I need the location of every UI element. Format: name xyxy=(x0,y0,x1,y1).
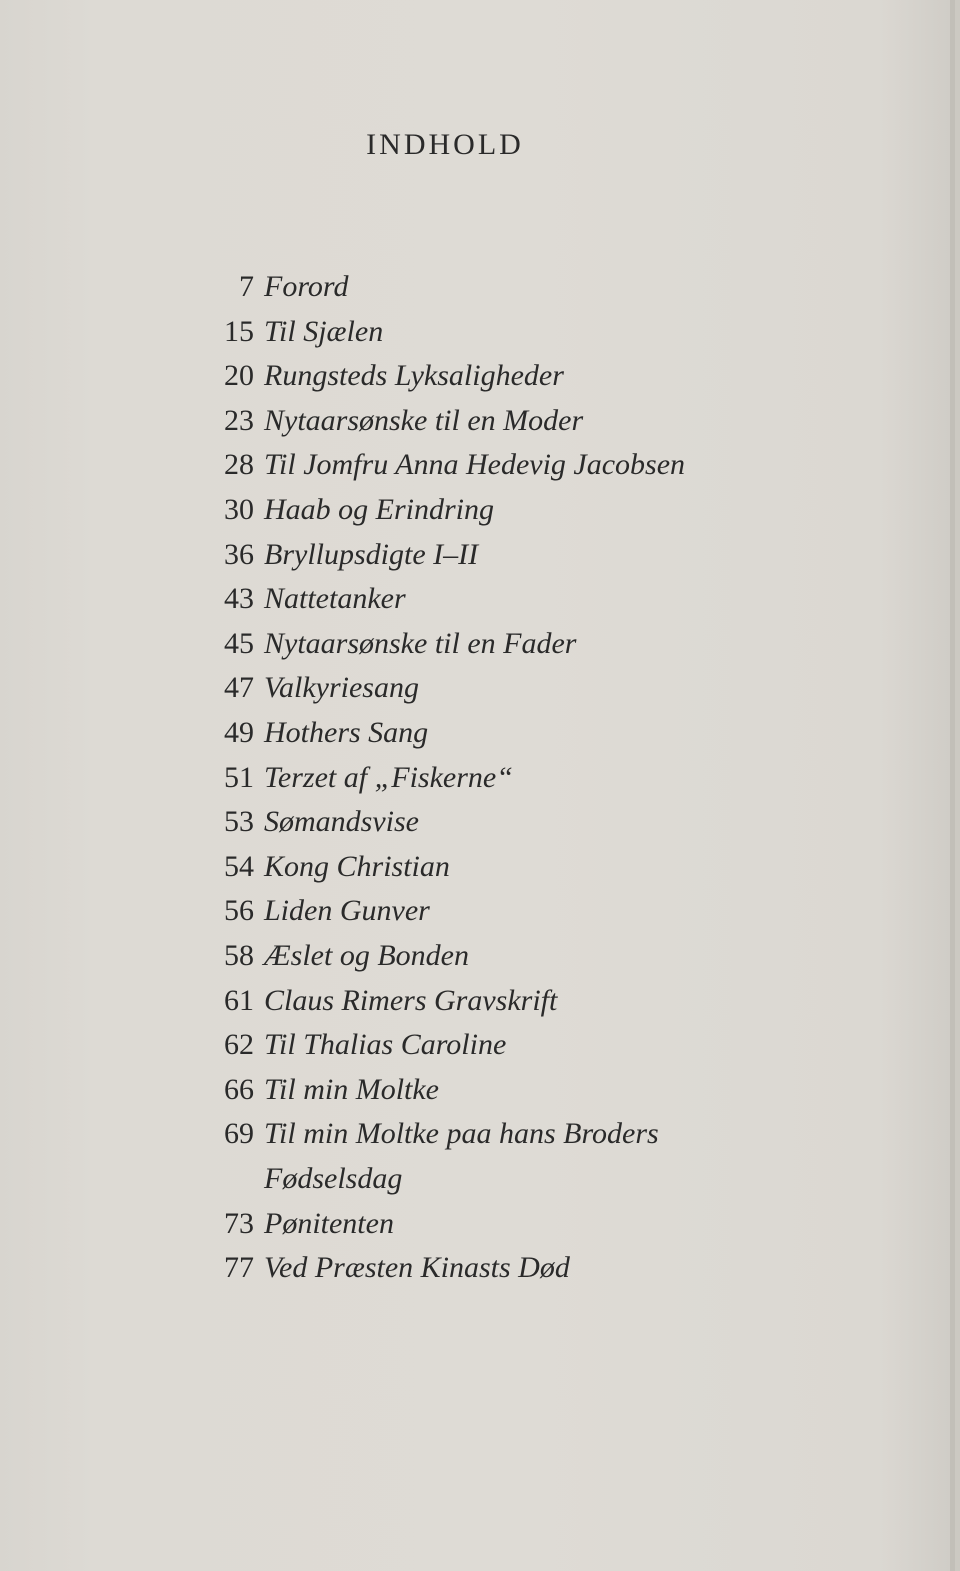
toc-title: Rungsteds Lyksaligheder xyxy=(264,359,564,393)
toc-title: Til Sjælen xyxy=(264,314,384,348)
toc-page-number: 20 xyxy=(224,359,254,393)
toc-title: Kong Christian xyxy=(264,849,450,883)
toc-title: Haab og Erindring xyxy=(264,492,495,526)
toc-title: Hothers Sang xyxy=(264,715,429,749)
toc-entry xyxy=(180,716,820,761)
toc-entry xyxy=(180,359,820,404)
toc-page-number: 49 xyxy=(224,715,254,749)
toc-title: Til Thalias Caroline xyxy=(264,1028,507,1062)
toc-entry xyxy=(180,984,820,1029)
toc-title: Liden Gunver xyxy=(264,894,430,928)
toc-page-number: 69 xyxy=(224,1117,254,1151)
toc-page-number: 15 xyxy=(224,314,254,348)
toc-page-number: 43 xyxy=(224,582,254,616)
toc-title: Nytaarsønske til en Moder xyxy=(264,403,584,437)
page-edge xyxy=(950,0,955,1571)
toc-title: Til Jomfru Anna Hedevig Jacobsen xyxy=(264,448,686,482)
toc-title: Nattetanker xyxy=(264,582,406,616)
toc-page-number: 66 xyxy=(224,1072,254,1106)
toc-page-number: 7 xyxy=(239,270,254,303)
toc-page-number: 77 xyxy=(224,1251,254,1285)
toc-page-number: 47 xyxy=(224,671,254,705)
toc-page-number: 73 xyxy=(224,1206,254,1240)
toc-page-number: 36 xyxy=(224,537,254,571)
toc-entry xyxy=(180,627,820,672)
toc-page-number: 23 xyxy=(224,403,254,437)
toc-page-number: 30 xyxy=(224,492,254,526)
toc-entry xyxy=(180,1117,820,1162)
toc-page-number: 28 xyxy=(224,448,254,482)
toc-title: Valkyriesang xyxy=(264,671,419,705)
toc-title: Sømandsvise xyxy=(264,805,419,839)
toc-page-number: 53 xyxy=(224,805,254,839)
toc-title: Ved Præsten Kinasts Død xyxy=(264,1251,570,1285)
toc-entry xyxy=(180,1028,820,1073)
toc-page-number: 51 xyxy=(224,760,254,794)
toc-entry xyxy=(180,1207,820,1252)
toc-entry xyxy=(180,1073,820,1118)
toc-entry xyxy=(180,448,820,493)
toc-page-number: 45 xyxy=(224,626,254,660)
toc-entry xyxy=(180,671,820,716)
toc-title: Til min Moltke paa hans Broders xyxy=(264,1117,659,1151)
toc-page-number: 61 xyxy=(224,983,254,1017)
toc-entry xyxy=(180,270,820,315)
contents-heading: INDHOLD xyxy=(366,128,524,161)
toc-entry-continuation xyxy=(180,1162,820,1207)
toc-entry xyxy=(180,538,820,583)
table-of-contents xyxy=(180,270,820,1296)
toc-entry xyxy=(180,582,820,627)
toc-page-number: 56 xyxy=(224,894,254,928)
toc-title: Æslet og Bonden xyxy=(264,938,469,972)
toc-entry xyxy=(180,850,820,895)
toc-entry xyxy=(180,493,820,538)
toc-page-number: 62 xyxy=(224,1028,254,1062)
toc-title: Forord xyxy=(264,270,349,303)
toc-title: Nytaarsønske til en Fader xyxy=(264,626,577,660)
toc-title: Pønitenten xyxy=(264,1206,394,1240)
toc-title: Fødselsdag xyxy=(264,1161,403,1195)
toc-entry xyxy=(180,805,820,850)
toc-entry xyxy=(180,761,820,806)
toc-entry xyxy=(180,1251,820,1296)
toc-title: Terzet af „Fiskerne“ xyxy=(264,760,513,794)
toc-title: Claus Rimers Gravskrift xyxy=(264,983,558,1017)
toc-entry xyxy=(180,939,820,984)
toc-entry xyxy=(180,894,820,939)
toc-page-number: 54 xyxy=(224,849,254,883)
toc-entry xyxy=(180,404,820,449)
toc-entry xyxy=(180,315,820,360)
toc-title: Til min Moltke xyxy=(264,1072,439,1106)
toc-page-number: 58 xyxy=(224,938,254,972)
toc-title: Bryllupsdigte I–II xyxy=(264,537,479,571)
